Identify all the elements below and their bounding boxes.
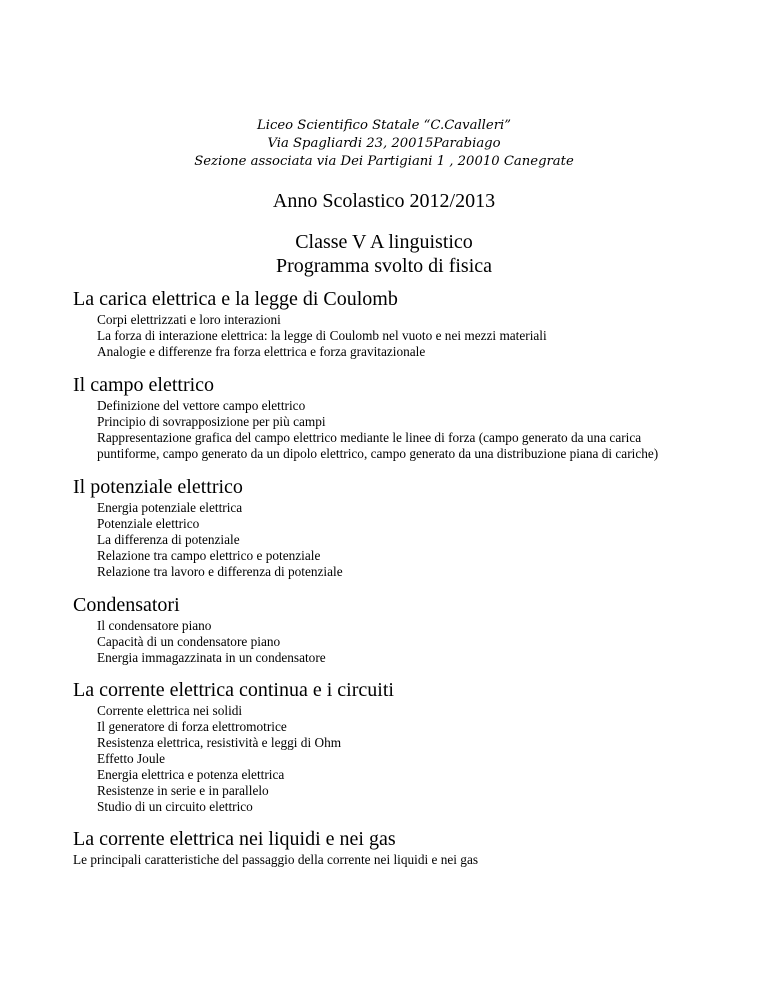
school-address: Via Spagliardi 23, 20015Parabiago (267, 136, 501, 151)
section-title: Il campo elettrico (73, 374, 215, 396)
list-item: Il generatore di forza elettromotrice (97, 719, 287, 734)
list-item: Relazione tra lavoro e differenza di potenziale (97, 564, 343, 579)
list-item: Energia potenziale elettrica (97, 500, 243, 515)
list-item: Studio di un circuito elettrico (97, 799, 253, 814)
list-item: Energia elettrica e potenza elettrica (97, 767, 285, 782)
list-item: La forza di interazione elettrica: la legge di Coulomb nel vuoto e nei mezzi materiali (97, 328, 547, 343)
list-item: Rappresentazione grafica del campo elettrico mediante le linee di forza (campo generato da una carica puntiforme, campo generato da un dipolo elettrico, campo generato da una distribuzione piana di cariche) (97, 430, 659, 461)
school-name: Liceo Scientifico Statale “C.Cavalleri” (257, 118, 511, 133)
class-block (0, 230, 768, 278)
list-item: Analogie e differenze fra forza elettrica e forza gravitazionale (97, 344, 426, 359)
list-item: Le principali caratteristiche del passaggio della corrente nei liquidi e nei gas (73, 852, 479, 867)
program-title: Programma svolto di fisica (275, 255, 493, 277)
section-condensatori (73, 593, 703, 666)
school-branch: Sezione associata via Dei Partigiani 1 , 20010 Canegrate (194, 154, 574, 169)
list-item: Effetto Joule (97, 751, 166, 766)
list-item: Principio di sovrapposizione per più campi (97, 414, 326, 429)
section-title: La corrente elettrica nei liquidi e nei gas (73, 828, 396, 850)
list-item: Capacità di un condensatore piano (97, 634, 281, 649)
section-corrente-continua (73, 678, 703, 815)
section-items (73, 312, 703, 360)
section-coulomb (73, 287, 703, 360)
section-title: Il potenziale elettrico (73, 476, 243, 498)
section-items (73, 500, 703, 580)
section-liquidi-gas (73, 827, 703, 868)
list-item: Corrente elettrica nei solidi (97, 703, 243, 718)
list-item: Energia immagazzinata in un condensatore (97, 650, 326, 665)
section-title: La corrente elettrica continua e i circuiti (73, 679, 394, 701)
list-item: Corpi elettrizzati e loro interazioni (97, 312, 281, 327)
program-content (73, 287, 703, 868)
section-campo-elettrico (73, 373, 703, 462)
list-item: Resistenza elettrica, resistività e leggi di Ohm (97, 735, 342, 750)
section-title: La carica elettrica e la legge di Coulomb (73, 288, 398, 310)
list-item: Relazione tra campo elettrico e potenziale (97, 548, 321, 563)
class-name: Classe V A linguistico (295, 231, 473, 253)
list-item: Potenziale elettrico (97, 516, 200, 531)
section-items (73, 852, 703, 868)
section-items (73, 618, 703, 666)
list-item: Resistenze in serie e in parallelo (97, 783, 269, 798)
school-year: Anno Scolastico 2012/2013 (272, 190, 496, 212)
section-potenziale (73, 475, 703, 580)
list-item: Il condensatore piano (97, 618, 212, 633)
section-title: Condensatori (73, 594, 180, 616)
section-items (73, 398, 703, 462)
list-item: La differenza di potenziale (97, 532, 240, 547)
section-items (73, 703, 703, 815)
list-item: Definizione del vettore campo elettrico (97, 398, 306, 413)
school-header (0, 117, 768, 171)
